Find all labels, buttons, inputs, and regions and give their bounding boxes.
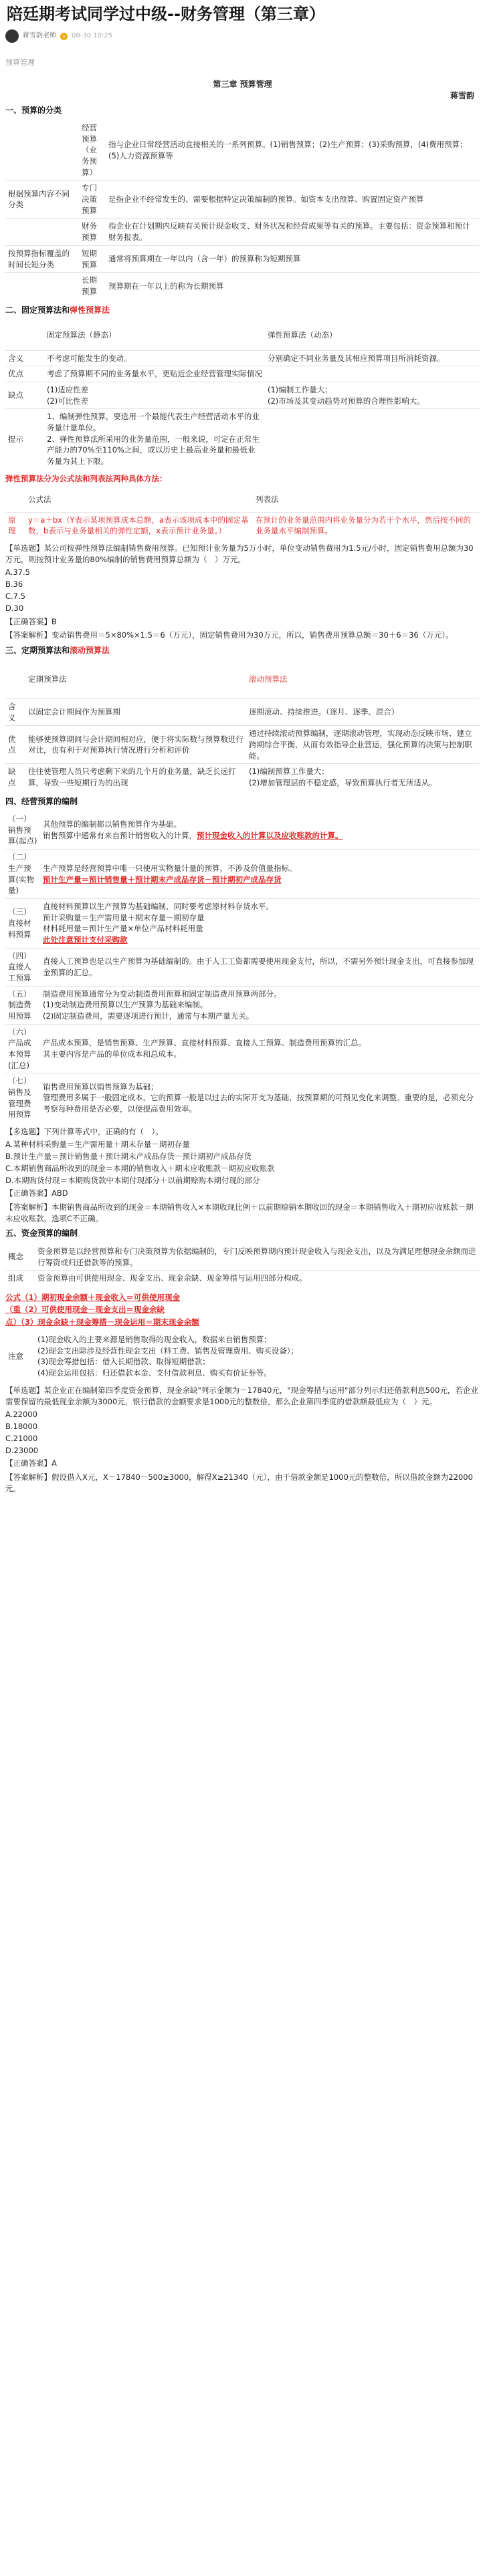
option-item: C.本期销售商品所收到的现金＝本期的销售收入＋期末应收账款－期初应收账款 — [5, 1163, 275, 1173]
category-tag[interactable]: 预算管理 — [5, 58, 35, 67]
fixed-vs-flexible-table — [5, 320, 480, 469]
option-list — [5, 567, 480, 614]
analysis: 【答案解析】变动销售费用＝5×80%×1.5＝6（万元），固定销售费用为30万元，所以，销售费用预算总额＝30＋6＝36（万元）。 — [5, 630, 454, 640]
table-cell: 预算期在一年以上的称为长期预算 — [106, 273, 480, 299]
table-cell: 原理 — [5, 512, 25, 539]
operating-budget-table — [5, 811, 480, 1122]
option-item: D.本期购货付现＝本期购货款中本期付现部分＋以前期赊购本期付现的部分 — [5, 1175, 260, 1185]
table-cell: 1、编制弹性预算，要选用一个最能代表生产经营活动水平的业务量计量单位。 2、弹性预算法所采用的业务量范围，一般来说，可定在正常生产能力的70%至110%之间，或以历史上最高业务量和最低业务量为其上下限。 — [44, 409, 265, 469]
table-cell: （一）销售预算(起点) — [8, 814, 37, 846]
option-item: C.7.5 — [5, 592, 25, 602]
table-cell: 考虑了预算期不同的业务量水平，更贴近企业经营管理实际情况 — [44, 366, 265, 382]
table-cell: 能够使预算期间与会计期间相对应，便于将实际数与预算数进行对比，也有利于对预算执行情况进行分析和评价 — [25, 726, 246, 764]
table-cell — [5, 320, 44, 350]
heading-part: 三、定期预算法和 — [5, 645, 70, 655]
table-cell: （五）制造费用预算 — [5, 986, 40, 1024]
table-cell: 根据预算内容不同分类 — [5, 180, 79, 219]
note-line: (4)现金运用包括：归还借款本金、支付借款利息、购买有价证券等。 — [37, 1368, 272, 1378]
option-item: C.21000 — [5, 1433, 38, 1443]
analysis: 【答案解析】假设借入X元，X－17840－500≥3000，解得X≥21340（元），由于借款金额是1000元的整数倍，所以借款金额为22000元。 — [5, 1472, 473, 1493]
table-cell: (1)适应性差 (2)可比性差 — [44, 382, 265, 408]
table-row — [5, 245, 480, 272]
table-row — [5, 487, 480, 512]
table-cell: 缺点 — [5, 382, 44, 408]
table-cell: 优点 — [5, 366, 44, 382]
section-heading: 四、经营预算的编制 — [5, 796, 78, 806]
table-cell: 资金预算是以经营预算和专门决策预算为依据编制的，专门反映预算期内预计现金收入与现金支出，以及为满足理想现金余额而进行筹资或归还借款等的预算。 — [37, 1246, 476, 1267]
table-cell: 专门决策预算 — [79, 180, 106, 219]
section-heading — [5, 642, 480, 659]
section-heading: 五、资金预算的编制 — [5, 1229, 78, 1239]
table-row — [5, 898, 480, 948]
answer: 【正确答案】ABD — [5, 1188, 68, 1198]
table-cell: （四）直接人工预算 — [5, 948, 40, 986]
periodic-vs-rolling-table — [5, 660, 480, 790]
table-cell — [35, 1332, 480, 1381]
option-item: A.37.5 — [5, 567, 30, 577]
table-row — [5, 850, 480, 899]
option-list — [5, 1409, 480, 1456]
verified-icon: v — [60, 33, 68, 40]
table-row — [5, 120, 480, 180]
table-row — [5, 1271, 480, 1286]
table-header: 公式法 — [28, 494, 52, 504]
table-row — [5, 273, 480, 299]
table-cell: 组成 — [5, 1271, 35, 1286]
table-row — [5, 350, 480, 366]
table-row — [5, 382, 480, 408]
table-cell: 短期预算 — [79, 245, 106, 272]
table-cell: 长期预算 — [79, 273, 106, 299]
table-cell: （二）生产预算(实物量) — [5, 850, 40, 899]
table-row — [5, 219, 480, 245]
table-cell: 含义 — [5, 699, 25, 726]
section-heading: 一、预算的分类 — [5, 105, 62, 115]
answer: 【正确答案】B — [5, 616, 57, 626]
highlight-text: 此处注意预计支付采购款 — [43, 934, 128, 944]
highlight-text: 预计现金收入的计算以及应收账款的计算。 — [197, 831, 343, 841]
answer: 【正确答案】A — [5, 1458, 57, 1468]
option-item: A.22000 — [5, 1410, 37, 1420]
table-cell: 直接人工预算也是以生产预算为基础编制的。由于人工工资都需要使用现金支付，所以，不需另外预计现金支出，可直接参加现金预算的汇总。 — [40, 948, 480, 986]
formula-line: 点）（3）现金余缺＋现金筹措－现金运用＝期末现金余额 — [5, 1317, 199, 1327]
analysis: 【答案解析】本期销售商品所收到的现金＝本期销售收入×本期收现比例＋以前期赊销本期收回的现金＝本期销售收入＋期初应收账款－期末应收账款，选项C不正确。 — [5, 1202, 474, 1223]
table-cell: 其他预算的编制都以销售预算作为基础。 销售预算中通常有来自预计销售收入的计算，预计现金收入的计算以及应收账款的计算。 — [43, 819, 343, 841]
table-row — [5, 409, 480, 469]
table-cell: 经营预算（业务预算） — [82, 123, 97, 177]
question-stem: 【单选题】某公司按弹性预算法编制销售费用预算。已知预计业务量为5万小时，单位变动销售费用为1.5元/小时，固定销售费用总额为30万元，则按预计业务量的80%编制的销售费用预算总额为（ ）万元。 — [5, 543, 474, 565]
table-cell: 产品成本预算，是销售预算、生产预算、直接材料预算、直接人工预算、制造费用预算的汇总。 其主要内容是产品的单位成本和总成本。 — [40, 1024, 480, 1073]
table-cell: 往往使管理人员只考虑剩下来的几个月的业务量，缺乏长远打算，导致一些短期行为的出现 — [25, 764, 246, 791]
budget-classification-table — [5, 120, 480, 299]
author-name[interactable]: 蒋雪韵老师 — [23, 31, 56, 39]
table-cell: 概念 — [8, 1252, 23, 1262]
table-cell: 提示 — [5, 409, 44, 469]
table-cell — [5, 487, 25, 512]
notes-table — [5, 1332, 480, 1381]
table-header: 固定预算法（静态） — [47, 330, 116, 340]
option-list — [5, 1139, 480, 1186]
table-cell: 不考虑可能发生的变动。 — [44, 350, 265, 366]
table-row — [5, 1244, 480, 1271]
chapter-title: 第三章 预算管理 — [213, 79, 272, 89]
table-cell: （三）直接材料预算 — [5, 898, 40, 948]
table-cell: y＝a＋bx（Y表示某项预算成本总额，a表示该项成本中的固定基数，b表示与业务量相关的弹性定额，x表示预计业务量。） — [25, 512, 253, 539]
table-cell: (1)编制预算工作量大； (2)增加管理层的不稳定感，导致预算执行者无所适从。 — [246, 764, 480, 791]
table-row — [5, 512, 480, 539]
table-row — [5, 180, 480, 219]
table-cell: 财务预算 — [79, 219, 106, 245]
note-line: (2)现金支出除涉及经营性现金支出（料工费、销售及管理费用、购买设备）； — [37, 1345, 299, 1356]
table-row — [5, 660, 480, 698]
option-item: B.36 — [5, 579, 23, 590]
table-cell: 在预计的业务量范围内将业务量分为若干个水平，然后按不同的业务量水平编制预算。 — [253, 512, 480, 539]
table-cell: 逐期滚动、持续推进。（逐月、逐季、混合） — [246, 699, 480, 726]
table-cell — [5, 660, 25, 698]
post-date: 08-30 10:25 — [72, 31, 113, 39]
option-item: D.23000 — [5, 1445, 39, 1455]
table-cell — [5, 219, 79, 245]
table-cell — [265, 409, 480, 469]
highlight-text: 预计生产量＝预计销售量＋预计期末产成品存货－预计期初产成品存货 — [43, 874, 282, 884]
table-row — [5, 320, 480, 350]
table-header: 弹性预算法（动态） — [268, 330, 337, 340]
avatar[interactable] — [5, 29, 19, 43]
methods-title: 弹性预算法分为公式法和列表法两种具体方法： — [5, 473, 167, 483]
table-row — [5, 1024, 480, 1073]
table-cell: 通过持续滚动预算编制，逐期滚动管理，实现动态反映市场、建立跨期综合平衡，从而有效指导企业营运，强化预算的决策与控制职能。 — [246, 726, 480, 764]
question-stem: 【单选题】某企业正在编制第四季度资金预算，现金余缺"列示金额为－17840元，"现金筹措与运用"部分列示归还借款利息500元，若企业需要保留的最低现金余额为3000元，银行借款的金额要求是1000元的整数倍，那么企业第四季度的借款额最低应为（ ）元。 — [5, 1385, 478, 1406]
table-cell: 指企业在计划期内反映有关预计现金收支、财务状况和经营成果等有关的预算。主要包括：资金预算和预计财务报表。 — [106, 219, 480, 245]
table-cell — [5, 120, 79, 180]
article-title: 陪廷期考试同学过中级--财务管理（第三章） — [7, 5, 325, 23]
option-item: A.某种材料采购量＝生产需用量＋期末存量－期初存量 — [5, 1140, 190, 1150]
table-row — [5, 366, 480, 382]
table-cell: 优点 — [5, 726, 25, 764]
table-cell: 指与企业日常经营活动直接相关的一系列预算。(1)销售预算；(2)生产预算；(3)采购预算，(4)费用预算；(5)人力资源预算等 — [108, 140, 468, 160]
table-cell: （六）产品成本预算(汇总) — [5, 1024, 40, 1073]
table-cell: 通常将预算期在一年以内（含一年）的预算称为短期预算 — [106, 245, 480, 272]
table-row — [5, 1073, 480, 1122]
heading-highlight: 弹性预算法 — [70, 305, 110, 315]
table-cell: 按预算指标覆盖的时间长短分类 — [5, 245, 79, 272]
formula-vs-list-table — [5, 487, 480, 539]
table-cell: （七）销售及管理费用预算 — [5, 1073, 40, 1122]
table-row — [5, 948, 480, 986]
option-item: D.30 — [5, 603, 24, 613]
section-heading — [5, 302, 480, 319]
table-cell: 直接材料预算以生产预算为基础编制，同时要考虑原材料存货水平。 预计采购量＝生产需用量＋期末存量－期初存量 材料耗用量＝预计生产量×单位产品材料耗用量 此处注意预计支付采购款 — [40, 898, 480, 948]
heading-part: 二、固定预算法和 — [5, 305, 70, 315]
table-row — [5, 986, 480, 1024]
table-row — [5, 726, 480, 764]
table-cell: 是指企业不经常发生的、需要根据特定决策编制的预算。如资本支出预算、购置固定资产预算 — [106, 180, 480, 219]
table-cell: 资金预算由可供使用现金、现金支出、现金余缺、现金筹措与运用四部分构成。 — [35, 1271, 480, 1286]
table-cell: 分别确定不同业务量及其相应预算项目所消耗资源。 — [265, 350, 480, 366]
table-cell: 缺点 — [5, 764, 25, 791]
formula-list — [5, 1289, 480, 1331]
table-header: 列表法 — [256, 494, 279, 504]
table-row — [5, 1332, 480, 1381]
table-row — [5, 764, 480, 791]
note-line: (3)现金筹措包括：借入长期借款、取得短期借款； — [37, 1357, 210, 1367]
cash-budget-table — [5, 1244, 480, 1286]
table-row — [5, 699, 480, 726]
table-row — [5, 811, 480, 850]
table-cell: 销售费用预算以销售预算为基础； 管理费用多属于一般固定成本，它的预算一般是以过去的实际开支为基础，按预算期的可预见变化来调整。重要的是，必须充分考察每种费用是否必要，以便提高费用效率。 — [40, 1073, 480, 1122]
table-cell — [265, 366, 480, 382]
table-cell: 注意 — [8, 1351, 23, 1362]
table-cell: 生产预算是经营预算中唯一只使用实物量计量的预算，不涉及价值量指标。 预计生产量＝预计销售量＋预计期末产成品存货－预计期初产成品存货 — [40, 850, 480, 899]
table-header: 滚动预算法 — [249, 674, 288, 684]
heading-highlight: 滚动预算法 — [70, 645, 110, 655]
table-cell: 含义 — [5, 350, 44, 366]
note-line: (1)现金收入的主要来源是销售取得的现金收入，数据来自销售预算； — [37, 1335, 272, 1345]
doc-author: 蒋雪韵 — [450, 91, 474, 101]
question-stem: 【多选题】下列计算等式中，正确的有（ ）。 — [5, 1126, 163, 1136]
option-item: B.18000 — [5, 1422, 38, 1432]
formula-line: 公式（1）期初现金余额＋现金收入＝可供使用现金 — [5, 1292, 180, 1302]
table-cell: (1)编制工作量大； (2)市场及其变动趋势对预算的合理性影响大。 — [265, 382, 480, 408]
table-cell — [5, 273, 79, 299]
table-cell: 制造费用预算通常分为变动制造费用预算和固定制造费用预算两部分。 (1)变动制造费用预算以生产预算为基础来编制。 (2)固定制造费用，需要逐项进行预计，通常与本期产量无关。 — [40, 986, 480, 1024]
author-bar — [5, 27, 480, 45]
table-cell: 以固定会计期间作为预算期 — [25, 699, 246, 726]
table-header: 定期预算法 — [28, 674, 67, 684]
option-item: B.预计生产量＝预计销售量＋预计期末产成品存货－预计期初产成品存货 — [5, 1152, 252, 1161]
formula-line: （重（2）可供使用现金－现金支出＝现金余缺 — [5, 1305, 165, 1315]
